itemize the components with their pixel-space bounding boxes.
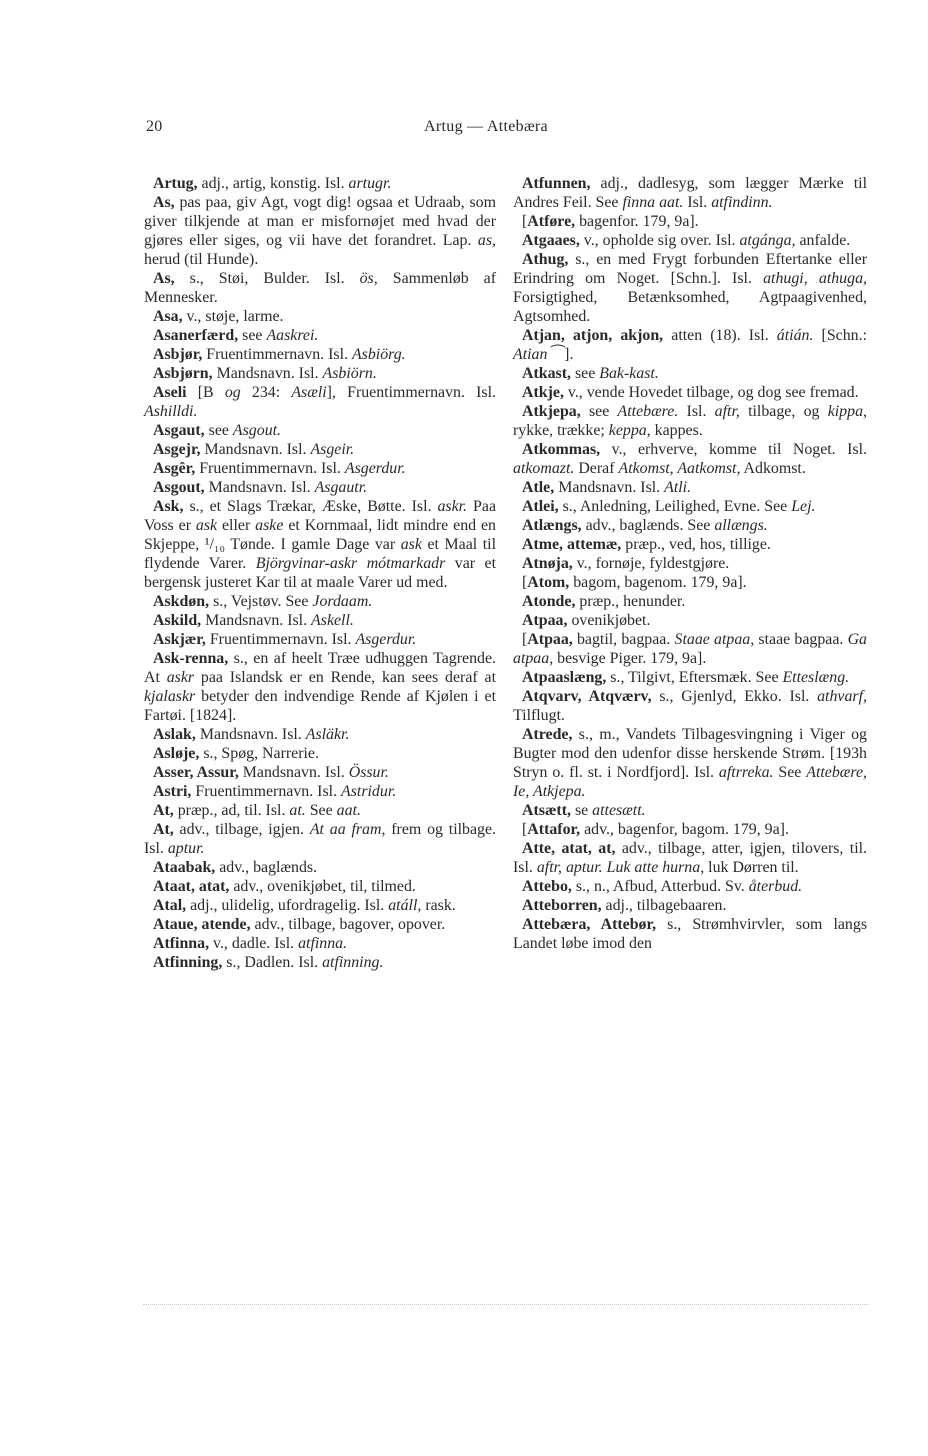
bottom-rule	[143, 1304, 869, 1305]
entry-text: Fruentimmernavn. Isl.	[205, 631, 356, 648]
headword: As,	[153, 270, 175, 287]
headword: Artug,	[153, 175, 198, 192]
page-number: 20	[146, 118, 163, 135]
dictionary-entry	[144, 915, 496, 934]
dictionary-entry	[144, 174, 496, 193]
entry-text: s., en af heelt Træe udhuggen Tagrende. At	[144, 650, 496, 686]
dictionary-entry	[513, 364, 867, 383]
dictionary-entry	[144, 440, 496, 459]
italic-text: as,	[477, 232, 496, 249]
italic-text: atgánga,	[739, 232, 796, 249]
dictionary-entry	[144, 630, 496, 649]
entry-text: Deraf	[574, 460, 619, 477]
dictionary-entry	[513, 174, 867, 212]
running-title: Artug — Attebæra	[424, 118, 548, 135]
entry-text: atten (18). Isl.	[663, 327, 777, 344]
headword: Atal,	[153, 897, 187, 914]
headword: Askjær,	[153, 631, 206, 648]
dictionary-entry	[144, 934, 496, 953]
headword: Asgaut,	[153, 422, 205, 439]
entry-text: se	[570, 802, 593, 819]
entry-text: Mandsnavn. Isl.	[200, 441, 311, 458]
headword: Atte, atat, at,	[522, 840, 616, 857]
dictionary-entry	[513, 820, 867, 839]
entry-text: s., Anledning, Leilighed, Evne. See	[558, 498, 792, 515]
italic-text: atáll,	[388, 897, 422, 914]
italic-text: Asgautr.	[314, 479, 368, 496]
entry-text: Mandsnavn. Isl.	[212, 365, 323, 382]
italic-text: Atian	[513, 346, 548, 363]
entry-text: Mandsnavn. Isl.	[201, 612, 312, 629]
italic-text: atfinna.	[298, 935, 348, 952]
italic-text: ask	[195, 517, 218, 534]
entry-text: v., opholde sig over. Isl.	[579, 232, 740, 249]
entry-text: præp., ved, hos, tillige.	[621, 536, 771, 553]
dictionary-entry	[144, 801, 496, 820]
dictionary-entry	[144, 459, 496, 478]
headword: Ask,	[153, 498, 184, 515]
entry-text: v., støje, larme.	[182, 308, 284, 325]
dictionary-entry	[513, 630, 867, 668]
dictionary-entry	[513, 611, 867, 630]
entry-text: s., Tilgivt, Eftersmæk. See	[606, 669, 783, 686]
headword: As,	[153, 194, 175, 211]
italic-text: Asläkr.	[305, 726, 350, 743]
headword: Atnøja,	[522, 555, 573, 572]
headword: Asbjør,	[153, 346, 203, 363]
entry-text: adj., artig, konstig. Isl.	[197, 175, 349, 192]
italic-text: Luk atte hurna,	[606, 859, 705, 876]
headword: Atkjepa,	[522, 403, 581, 420]
entry-text: adv., tilbage, atter, igjen, tilovers, til. Isl.	[513, 840, 867, 876]
entry-text: kappes.	[650, 422, 703, 439]
italic-text: Asbiörg.	[351, 346, 406, 363]
headword: Asgout,	[153, 479, 205, 496]
entry-text: Paa Voss er	[144, 498, 496, 534]
entry-text: Fruentimmernavn. Isl.	[191, 783, 342, 800]
entry-text: staae bagpaa.	[754, 631, 848, 648]
italic-text: athvarf,	[817, 688, 867, 705]
headword: Asa,	[153, 308, 183, 325]
dictionary-entry	[513, 687, 867, 725]
entry-text: Mandsnavn. Isl.	[238, 764, 349, 781]
headword: Atom,	[527, 574, 570, 591]
italic-text: finna aat.	[622, 194, 684, 211]
dictionary-entry	[144, 763, 496, 782]
entry-text: [B	[186, 384, 225, 401]
dictionary-entry	[144, 364, 496, 383]
right-column	[513, 174, 867, 953]
italic-text: At aa fram,	[309, 821, 386, 838]
headword: Atfinna,	[153, 935, 210, 952]
dictionary-entry	[144, 478, 496, 497]
dictionary-entry	[144, 953, 496, 972]
entry-text: s., en med Frygt forbunden Eftertanke eller Erindring om Noget. [Schn.]. Isl.	[513, 251, 867, 287]
italic-text: Attebære, Ie, Atkjepa.	[513, 764, 867, 800]
entry-text: Isl.	[678, 403, 715, 420]
entry-text: 234:	[240, 384, 292, 401]
italic-text: Asgerdur.	[344, 460, 406, 477]
italic-text: Askell.	[311, 612, 354, 629]
headword: Aseli	[153, 384, 187, 401]
dictionary-entry	[144, 744, 496, 763]
headword: Atle,	[522, 479, 555, 496]
entry-text: Fruentimmernavn. Isl.	[195, 460, 345, 477]
dictionary-entry	[513, 554, 867, 573]
headword: Atqvarv, Atqværv,	[522, 688, 652, 705]
italic-text: atfindinn.	[711, 194, 773, 211]
headword: Asløje,	[153, 745, 200, 762]
entry-text: s., Dadlen. Isl.	[222, 954, 323, 971]
italic-text: allængs.	[714, 517, 768, 534]
entry-text: Isl.	[683, 194, 712, 211]
dictionary-entry	[144, 725, 496, 744]
italic-text: aftr,	[714, 403, 740, 420]
entry-text: [	[522, 631, 528, 648]
entry-text: Mandsnavn. Isl.	[195, 726, 306, 743]
entry-text: s., Vejstøv. See	[209, 593, 313, 610]
entry-text: s., m., Vandets Tilbagesvingning i Viger og Bugter mod den udenfor disse herskende Strøm. [193h Stryn o. fl. st. i Nordfjord]. Isl.	[513, 726, 867, 781]
headword: Asanerfærd,	[153, 327, 239, 344]
dictionary-entry	[513, 250, 867, 326]
headword: Atonde,	[522, 593, 576, 610]
headword: At,	[153, 802, 174, 819]
dictionary-entry	[513, 573, 867, 592]
entry-text: frem og tilbage. Isl.	[144, 821, 496, 857]
dictionary-entry	[513, 326, 867, 364]
entry-text: s., Støi, Bulder. Isl.	[174, 270, 360, 287]
italic-text: Attebære.	[617, 403, 679, 420]
italic-text: Asgeir.	[310, 441, 355, 458]
entry-text: adv., baglænds. See	[581, 517, 715, 534]
entry-text: Mandsnavn. Isl.	[204, 479, 315, 496]
italic-text: artugr.	[348, 175, 392, 192]
dictionary-entry	[513, 383, 867, 402]
entry-text: præp., ad, til. Isl.	[173, 802, 290, 819]
italic-text: keppa,	[608, 422, 651, 439]
entry-text: adv., bagenfor, bagom. 179, 9a].	[580, 821, 789, 838]
headword: Attafor,	[527, 821, 581, 838]
dictionary-entry	[144, 877, 496, 896]
entry-text: [	[522, 213, 528, 230]
headword: Atme, attemæ,	[522, 536, 622, 553]
entry-text: adv., tilbage, igjen.	[173, 821, 310, 838]
headword: Atfinning,	[153, 954, 223, 971]
entry-text: [	[522, 574, 528, 591]
italic-text: askr	[166, 669, 195, 686]
headword: Aslak,	[153, 726, 196, 743]
dictionary-entry	[513, 896, 867, 915]
italic-text: Ashilldi.	[144, 403, 198, 420]
italic-text: attesætt.	[592, 802, 646, 819]
entry-text: adj., ulidelig, ufordragelig. Isl.	[186, 897, 389, 914]
italic-text: atkomazt.	[513, 460, 575, 477]
entry-text: s., n., Afbud, Atterbud. Sv.	[571, 878, 749, 895]
headword: Attebo,	[522, 878, 572, 895]
entry-text: See	[773, 764, 807, 781]
italic-text: kjalaskr	[144, 688, 196, 705]
italic-text: aftr, aptur.	[536, 859, 603, 876]
italic-text: Asgout.	[232, 422, 282, 439]
headword: Atkast,	[522, 365, 571, 382]
entry-text: Fruentimmernavn. Isl.	[202, 346, 352, 363]
headword: Attebæra, Attebør,	[522, 916, 657, 933]
italic-text: aske	[255, 517, 284, 534]
entry-text: Forsigtighed, Betænksomhed, Agtpaagivenhed, Agtsomhed.	[513, 289, 867, 325]
entry-text: [	[522, 821, 528, 838]
italic-text: Etteslæng.	[782, 669, 850, 686]
dictionary-entry	[144, 611, 496, 630]
italic-text: Lej.	[791, 498, 816, 515]
headword: Atpaaslæng,	[522, 669, 607, 686]
dictionary-entry	[513, 478, 867, 497]
italic-text: ask	[400, 536, 422, 553]
italic-text: átián.	[776, 327, 814, 344]
left-column	[144, 174, 496, 972]
entry-text: see	[204, 422, 233, 439]
entry-text: bagom, bagenom. 179, 9a].	[569, 574, 747, 591]
italic-text: Asæli	[291, 384, 327, 401]
headword: Ataabak,	[153, 859, 216, 876]
entry-text: eller	[217, 517, 256, 534]
entry-text: s., Gjenlyd, Ekko. Isl.	[651, 688, 818, 705]
italic-text: aptur.	[167, 840, 205, 857]
dictionary-entry	[144, 497, 496, 592]
dictionary-entry	[513, 516, 867, 535]
entry-text: s., et Slags Trækar, Æske, Bøtte. Isl.	[183, 498, 438, 515]
italic-text: atfinning.	[322, 954, 384, 971]
dictionary-entry	[513, 497, 867, 516]
entry-text: adv., baglænds.	[215, 859, 318, 876]
entry-text: ovenikjøbet.	[567, 612, 651, 629]
dictionary-entry	[144, 592, 496, 611]
entry-text: var et bergensk justeret Kar til at maale Varer ud med.	[144, 555, 496, 591]
headword: Atjan, atjon, akjon,	[522, 327, 664, 344]
italic-text: Björgvinar-askr mótmarkadr	[255, 555, 446, 572]
entry-text: rykke, trække;	[513, 422, 609, 439]
headword: Asbjørn,	[153, 365, 213, 382]
dictionary-entry	[513, 668, 867, 687]
headword: Atpaa,	[522, 612, 568, 629]
headword: Atkje,	[522, 384, 564, 401]
running-head	[146, 118, 826, 140]
dictionary-entry	[144, 326, 496, 345]
italic-text: Aaskrei.	[266, 327, 319, 344]
headword: Atlei,	[522, 498, 559, 515]
entry-text: tilbage, og	[739, 403, 828, 420]
dictionary-entry	[144, 269, 496, 307]
entry-text: Adkomst.	[740, 460, 806, 477]
entry-text: betyder den indvendige Rende af Kjølen i et Fartøi. [1824].	[144, 688, 496, 724]
entry-text: et Kornmaal, lidt mindre end en Skjeppe, ¹/₁₀ Tønde. I gamle Dage var	[144, 517, 496, 553]
dictionary-entry	[513, 440, 867, 478]
entry-text: s., Strømhvirvler, som langs Landet løbe imod den	[513, 916, 868, 952]
entry-text: v., erhverve, komme til Noget. Isl.	[600, 441, 867, 458]
dictionary-entry	[513, 402, 867, 440]
italic-text: Asgerdur.	[355, 631, 417, 648]
entry-text: bagenfor. 179, 9a].	[575, 213, 699, 230]
italic-text: athugi, athuga,	[763, 270, 867, 287]
dictionary-entry	[513, 915, 867, 953]
italic-text: og	[224, 384, 241, 401]
dictionary-entry	[144, 193, 496, 269]
headword: Askild,	[153, 612, 202, 629]
italic-text: ös,	[359, 270, 378, 287]
italic-text: at.	[289, 802, 306, 819]
dictionary-entry	[513, 231, 867, 250]
entry-text: adj., dadlesyg, som lægger Mærke til Andres Feil. See	[513, 175, 867, 211]
headword: Atteborren,	[522, 897, 602, 914]
dictionary-entry	[144, 383, 496, 421]
entry-text: luk Dørren til.	[704, 859, 799, 876]
dictionary-entry	[513, 535, 867, 554]
dictionary-entry	[513, 839, 867, 877]
italic-text: Staae atpaa,	[674, 631, 755, 648]
entry-text: Tilflugt.	[513, 707, 565, 724]
headword: Ataue, atende,	[153, 916, 251, 933]
entry-text: adj., tilbagebaaren.	[601, 897, 727, 914]
entry-text: adv., tilbage, bagover, opover.	[250, 916, 446, 933]
italic-text: aftrreka.	[718, 764, 774, 781]
dictionary-entry	[513, 592, 867, 611]
entry-text: et Maal til flydende Varer.	[144, 536, 497, 572]
headword: Atkommas,	[522, 441, 601, 458]
dictionary-entry	[144, 421, 496, 440]
italic-text: kippa,	[827, 403, 867, 420]
dictionary-entry	[144, 782, 496, 801]
entry-text: rask.	[421, 897, 456, 914]
italic-text: Atkomst, Aatkomst,	[618, 460, 741, 477]
entry-text: v., dadle. Isl.	[209, 935, 299, 952]
entry-text: besvige Piger. 179, 9a].	[553, 650, 707, 667]
headword: At,	[153, 821, 174, 838]
dictionary-entry	[513, 877, 867, 896]
entry-text: præp., henunder.	[575, 593, 686, 610]
italic-text: Bak-kast.	[599, 365, 659, 382]
italic-text: återbud.	[748, 878, 803, 895]
dictionary-entry	[513, 725, 867, 801]
headword: Athug,	[522, 251, 569, 268]
headword: Atføre,	[527, 213, 576, 230]
entry-text: v., vende Hovedet tilbage, og dog see fremad.	[563, 384, 859, 401]
headword: Ask-renna,	[153, 650, 229, 667]
headword: Atpaa,	[527, 631, 573, 648]
entry-text: bagtil, bagpaa.	[572, 631, 675, 648]
entry-text: adv., ovenikjøbet, til, tilmed.	[229, 878, 416, 895]
dictionary-entry	[144, 307, 496, 326]
entry-text: anfalde.	[795, 232, 851, 249]
entry-text: ⁀].	[547, 346, 574, 363]
headword: Astri,	[153, 783, 192, 800]
headword: Atsætt,	[522, 802, 571, 819]
italic-text: Atli.	[664, 479, 692, 496]
italic-text: Jordaam.	[312, 593, 373, 610]
italic-text: Asbiörn.	[322, 365, 377, 382]
headword: Asser, Assur,	[153, 764, 239, 781]
dictionary-entry	[513, 801, 867, 820]
dictionary-entry	[513, 212, 867, 231]
entry-text: s., Spøg, Narrerie.	[199, 745, 319, 762]
headword: Askdøn,	[153, 593, 210, 610]
headword: Atrede,	[522, 726, 573, 743]
entry-text: v., fornøje, fyldestgjøre.	[572, 555, 730, 572]
entry-text: [Schn.:	[813, 327, 868, 344]
headword: Atgaaes,	[522, 232, 580, 249]
dictionary-entry	[144, 345, 496, 364]
entry-text: ], Fruentimmernavn. Isl.	[326, 384, 496, 401]
entry-text: pas paa, giv Agt, vogt dig! ogsaa et Udraab, som giver tilkjende at man er misfornøjet med hvad der gjøres eller siges, og vii have det forandret. Lap.	[144, 194, 496, 249]
entry-text: paa Islandsk er en Rende, kan sees deraf at	[194, 669, 496, 686]
entry-text: herud (til Hunde).	[144, 251, 259, 268]
italic-text: Össur.	[348, 764, 389, 781]
entry-text: see	[580, 403, 618, 420]
italic-text: askr.	[437, 498, 468, 515]
italic-text: Ga atpaa,	[513, 631, 867, 667]
dictionary-entry	[144, 858, 496, 877]
entry-text: see	[571, 365, 600, 382]
headword: Asgêr,	[153, 460, 196, 477]
entry-text: Sammenløb af Mennesker.	[144, 270, 496, 306]
headword: Atfunnen,	[522, 175, 591, 192]
italic-text: aat.	[336, 802, 361, 819]
entry-text: See	[305, 802, 337, 819]
entry-text: Mandsnavn. Isl.	[554, 479, 665, 496]
italic-text: Astridur.	[341, 783, 397, 800]
dictionary-entry	[144, 820, 496, 858]
dictionary-entry	[144, 896, 496, 915]
dictionary-entry	[144, 649, 496, 725]
headword: Asgejr,	[153, 441, 201, 458]
headword: Ataat, atat,	[153, 878, 230, 895]
headword: Atlængs,	[522, 517, 582, 534]
entry-text: see	[238, 327, 267, 344]
